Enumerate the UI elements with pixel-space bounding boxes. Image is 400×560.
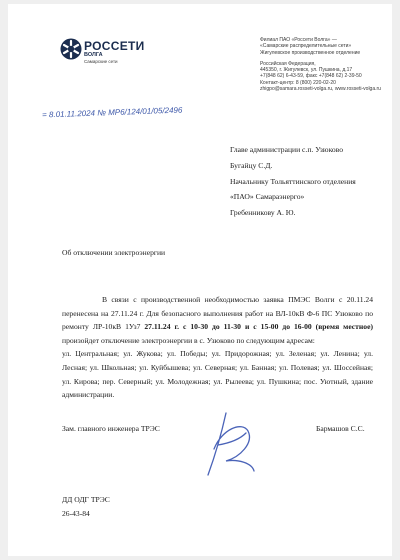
branch-line: «Самарские распределительные сети» bbox=[260, 43, 352, 50]
addressee-block bbox=[230, 142, 395, 221]
letter-subject: Об отключении электроэнергии bbox=[62, 248, 166, 257]
contact-center-line: Контакт-центр: 8 (800) 220-02-20 bbox=[260, 79, 336, 86]
letter-page bbox=[8, 4, 392, 556]
registration-number: = 8.01.11.2024 № МР6/124/01/05/2496 bbox=[41, 105, 183, 120]
rosseti-logo bbox=[60, 38, 180, 68]
addressee-line: Начальнику Тольяттинского отделения bbox=[230, 176, 356, 186]
branch-line: Жигулевское производственное отделение bbox=[260, 49, 361, 56]
address-line: Российская Федерация, bbox=[260, 60, 316, 67]
handwritten-signature bbox=[196, 409, 258, 479]
signatory-position: Зам. главного инженера ТРЭС bbox=[62, 424, 160, 433]
body-text: В связи с производственной необходимостью заявка ПМЭС Волги с 20.11.24 перенесена на 27.11.24 г. Для безопасного выполнения работ на ВЛ-10кВ Ф-6 ПС Узюково по ремонту ЛР-10кВ 1Уз7 bbox=[62, 295, 373, 332]
footer-contact bbox=[62, 493, 110, 520]
letter-body bbox=[62, 293, 373, 402]
logo-region: ВОЛГА bbox=[84, 52, 103, 58]
footer-dept: ДД ОДГ ТРЭС bbox=[62, 495, 110, 504]
address-line: 445350, г. Жигулевск, ул. Пушкина, д.17 bbox=[260, 67, 353, 74]
email-web-line: zhigpo@samara.rosseti-volga.ru, www.rosseti-volga.ru bbox=[260, 86, 381, 93]
street-list: ул. Центральная; ул. Жукова; ул. Победы; ул. Придорожная; ул. Зеленая; ул. Ленина; ул. Лесная; ул. Школьная; ул. Куйбышева; ул. Северная; ул. Банная; ул. Полевая; ул. Шоссейная; ул. Кирова; пер. Северный; ул. Молодежная; ул. Рылеева; ул. Пушкина; пос. Уютный, здание администрации. bbox=[62, 349, 373, 400]
branch-line: Филиал ПАО «Россети Волга» — bbox=[260, 37, 337, 43]
footer-phone: 26-43-84 bbox=[62, 508, 90, 518]
phone-line: +7(848 62) 6-43-59, факс +7(848 62) 2-39-50 bbox=[260, 73, 362, 80]
body-text: произойдет отключение электроэнергии в с. Узюково по следующим адресам: bbox=[62, 335, 315, 345]
logo-brand: РОССЕТИ bbox=[84, 39, 145, 53]
body-paragraph bbox=[62, 293, 373, 347]
addressee-line: «ПАО» Самараэнерго» bbox=[230, 192, 305, 202]
branch-block bbox=[260, 37, 395, 92]
signatory-name: Бармашов С.С. bbox=[316, 424, 365, 433]
addressee-line: Главе администрации с.п. Узюково bbox=[230, 145, 344, 154]
logo-subtitle: Самарские сети bbox=[84, 59, 118, 64]
rosseti-logo-icon bbox=[60, 38, 82, 60]
addressee-line: Бугайцу С.Д. bbox=[230, 160, 273, 170]
outage-time-text: 27.11.24 г. с 10-30 до 11-30 и с 15-00 до 16-00 (время местное) bbox=[144, 322, 373, 332]
addressee-line: Гребенникову А. Ю. bbox=[230, 208, 296, 218]
